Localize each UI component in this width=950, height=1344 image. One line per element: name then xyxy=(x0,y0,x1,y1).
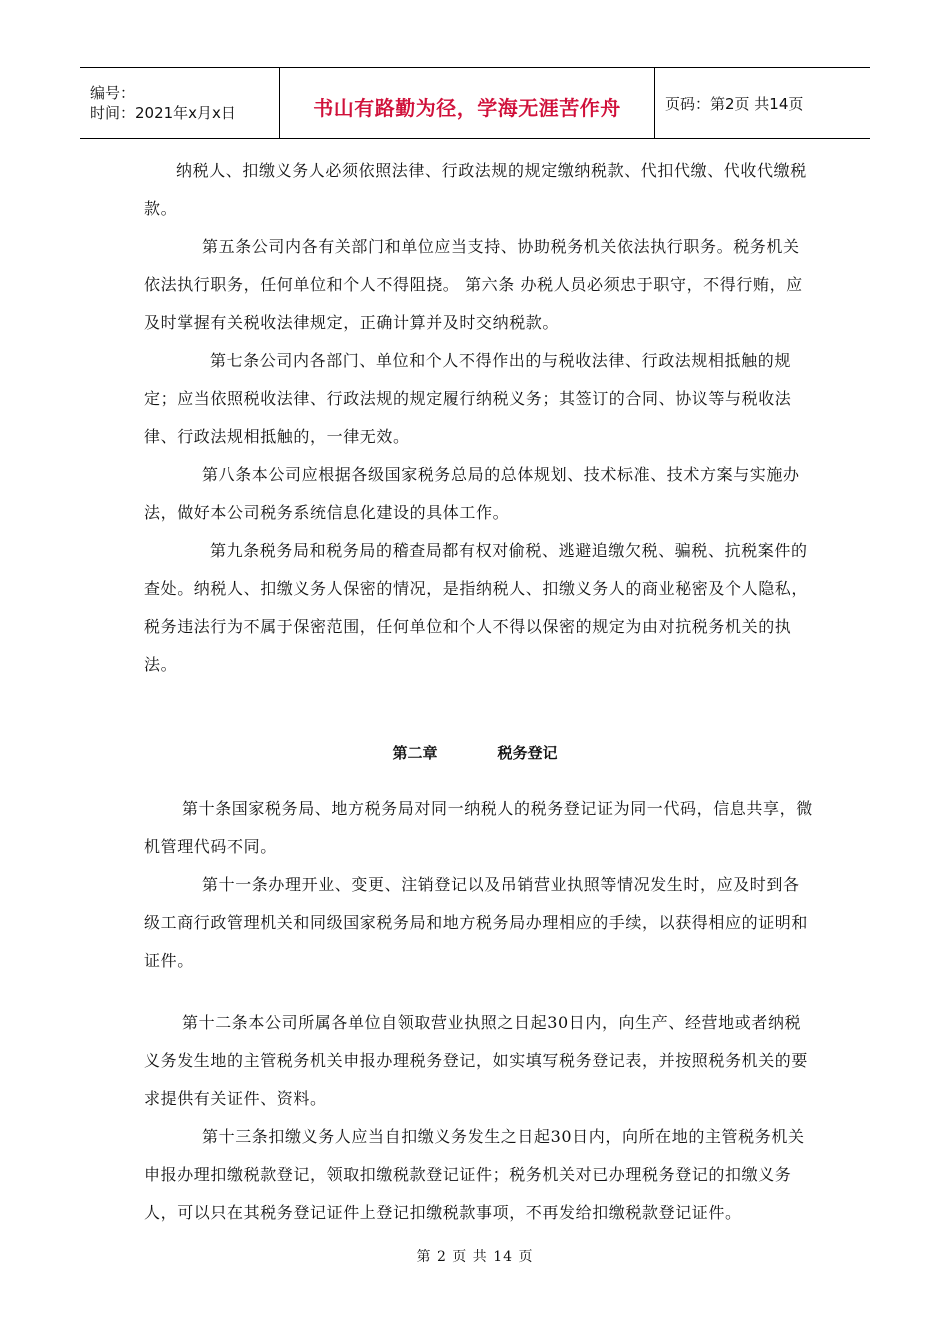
header-page-cell xyxy=(655,68,870,138)
page-label: 页码：第2页 共14页 xyxy=(665,94,804,113)
paragraph-9: 第十三条扣缴义务人应当自扣缴义务发生之日起30日内，向所在地的主管税务机关申报办理扣缴税款登记，领取扣缴税款登记证件；税务机关对已办理税务登记的扣缴义务人，可以只在其税务登记证件上登记扣缴税款事项，不再发给扣缴税款登记证件。 xyxy=(144,1127,805,1222)
footer-page-number: 第 2 页 共 14 页 xyxy=(416,1249,534,1265)
paragraph-1: 纳税人、扣缴义务人必须依照法律、行政法规的规定缴纳税款、代扣代缴、代收代缴税款。 xyxy=(144,161,807,218)
section-body-2 xyxy=(144,790,814,1232)
header-motto-cell xyxy=(280,68,655,138)
header-meta xyxy=(80,68,280,138)
number-label: 编号： xyxy=(90,84,136,102)
paragraph-4: 第八条本公司应根据各级国家税务总局的总体规划、技术标准、技术方案与实施办法，做好本公司税务系统信息化建设的具体工作。 xyxy=(144,465,800,522)
chapter-title: 税务登记 xyxy=(497,744,558,762)
document-header xyxy=(80,67,870,139)
paragraph-8: 第十二条本公司所属各单位自领取营业执照之日起30日内，向生产、经营地或者纳税义务发生地的主管税务机关申报办理税务登记，如实填写税务登记表，并按照税务机关的要求提供有关证件、资料。 xyxy=(144,1013,809,1108)
paragraph-2: 第五条公司内各有关部门和单位应当支持、协助税务机关依法执行职务。税务机关依法执行职务，任何单位和个人不得阻挠。 第六条 办税人员必须忠于职守，不得行贿，应及时掌握有关税收法律规定，正确计算并及时交纳税款。 xyxy=(144,237,803,332)
chapter-number: 第二章 xyxy=(392,744,438,762)
paragraph-5: 第九条税务局和税务局的稽查局都有权对偷税、逃避追缴欠税、骗税、抗税案件的查处。纳税人、扣缴义务人保密的情况，是指纳税人、扣缴义务人的商业秘密及个人隐私，税务违法行为不属于保密范围，任何单位和个人不得以保密的规定为由对抗税务机关的执法。 xyxy=(144,541,809,674)
page-footer xyxy=(0,1246,950,1266)
paragraph-7: 第十一条办理开业、变更、注销登记以及吊销营业执照等情况发生时，应及时到各级工商行政管理机关和同级国家税务局和地方税务局办理相应的手续，以获得相应的证明和证件。 xyxy=(144,875,809,970)
section-body-1 xyxy=(144,152,814,684)
chapter-heading xyxy=(0,742,950,763)
paragraph-3: 第七条公司内各部门、单位和个人不得作出的与税收法律、行政法规相抵触的规定；应当依照税收法律、行政法规的规定履行纳税义务；其签订的合同、协议等与税收法律、行政法规相抵触的，一律无效。 xyxy=(144,351,792,446)
time-label: 时间：2021年x月x日 xyxy=(90,104,236,122)
motto: 书山有路勤为径，学海无涯苦作舟 xyxy=(313,95,621,120)
paragraph-6: 第十条国家税务局、地方税务局对同一纳税人的税务登记证为同一代码，信息共享，微机管理代码不同。 xyxy=(144,799,813,856)
